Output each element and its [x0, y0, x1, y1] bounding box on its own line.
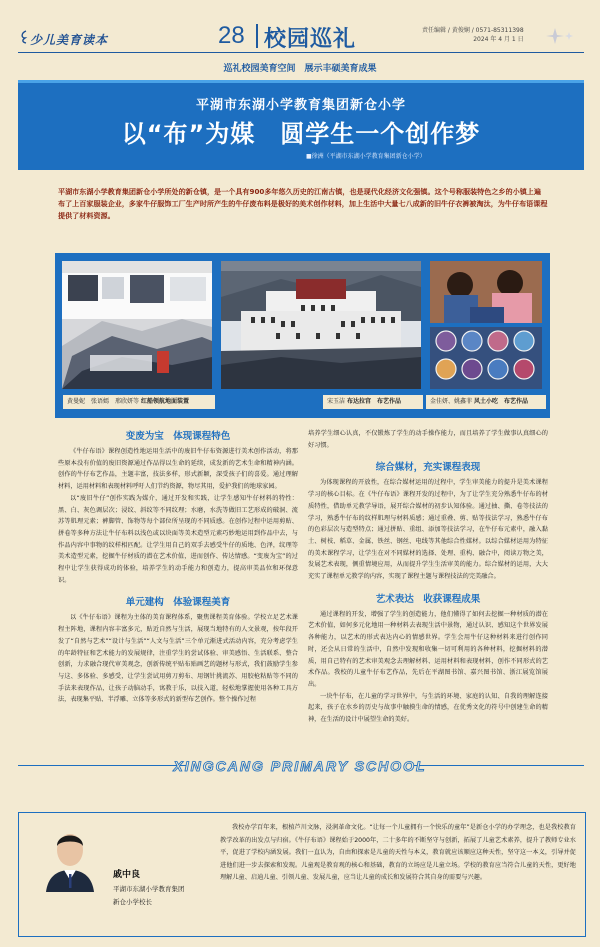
photo-panel	[55, 253, 550, 418]
photo-2-title: 布达拉宫 布艺作品	[346, 398, 401, 405]
photo-2-names: 宋玉洁	[327, 398, 346, 405]
section-2-continuation: 培养学生细心认真，不仅锻炼了学生的动手操作能力，而且培养了学生做事认真细心的好习惯。	[308, 430, 548, 449]
photo-3-names: 金佳妍、姚鑫菲	[430, 398, 473, 405]
page-slogan: 巡礼校园美育空间 展示丰硕美育成果	[223, 64, 377, 74]
section-1-paragraph-2: 以“废旧牛仔”创作实践为媒介，通过开发和实践，让学生感知牛仔材料的特性：黑、白、灰色调层次；浸纹、斜纹等不同纹理；水磨，水洗等做旧工艺形成的破洞、流苏等肌理元素；裤脚管、饰物等每个部位所呈现的不同质感。在创作过程中运用剪贴、拼卷等多种方法让牛仔布料以浅色或以块面等美术造型元素巧妙地运用到作品中去，与作品内容中事物的纹样相匹配。让学生用自己的双手去感受牛仔的质地、色泽，纹理等美术造型元素，挖掘牛仔材质的潜在艺术价值，进而创作、传达情感。“变废为宝”的过程中让学生获得成功的体验，培养学生的动手能力和创造力，提高审美品位和环保意识。	[58, 494, 298, 584]
issue-date: 2024 年 4 月 1 日	[473, 36, 524, 43]
byline: ■徐洲（平湖市东湖小学教育集团新仓小学）	[306, 153, 426, 160]
principal-name: 戚中良	[113, 870, 141, 880]
photo-potala-palace	[221, 261, 421, 389]
principal-role-line-1: 平湖市东湖小学教育集团	[113, 885, 185, 893]
brand-swirl-icon	[20, 30, 28, 44]
photo-1-names: 黄曼妮 张语嫣 邢欣妍等	[67, 398, 140, 405]
section-4-heading: 艺术表达 收获课程成果	[375, 593, 481, 605]
photo-1-caption	[63, 395, 215, 409]
section-3-paragraph-1: 为体现课程的开放性，在综合媒材运用的过程中，学生审美能力的提升是美术课程学习的核心目标。在《牛仔布语》课程开发的过程中，为了让学生充分熟悉牛仔布的材质特性，借助单元教学导语，展开综合媒材的初步认知体验。通过抽、撕、卷等技法的学习，熟悉牛仔布的纹样肌理与材料质感；通过重叠、剪、贴等技法学习，熟悉牛仔布的色彩层次与造型特点；通过拼贴、重组、添加等技法学习，在牛仔布元素中，融入黏土、树枝、稻草、金属、铁丝、钢丝、电线等其他综合性媒材。以综合媒材运用为特征的美术课程学习，让学生在对不同媒材的选择、处理、重构、融合中，阅读万物之美，发展艺术表现，侧重情境应用，从而提升学生生活审美的能力。综合媒材的运用，大大充实了课程单元教学的内容，实现了课程主题与课程技法的完美融合。	[308, 479, 548, 581]
title-banner	[18, 80, 584, 170]
section-2-heading: 单元建构 体验课程美育	[125, 597, 231, 609]
headline: 以“布”为媒 圆学生一个创作梦	[121, 120, 481, 148]
section-4-paragraph-1: 通过课程的开发，增强了学生的创造能力，他们懂得了如何去挖掘一种材质的潜在艺术价值，如何多元化地用一种材料去表现生活中景物，通过认识、感知这个世界发展各种能力，以艺术的形式表达内心的情感世界。学生会用牛仔这种材料来进行创作同时，还会从日常的生活中，自然中发现和收集一切可利用的各种材料，挖掘材料的潜质，用自己特有的艺术审美观念去理解材料、运用材料和表现材料，创作不同形式的艺术作品。我校的儿童牛仔布艺作品，先后在平湖图书馆、嘉兴图书馆、浙江展览馆展出。	[308, 610, 548, 688]
brand-logo: 少儿美育读本	[30, 33, 109, 47]
header-divider	[256, 24, 258, 48]
sparkle-icon	[545, 26, 575, 46]
photo-red-boat-installation	[62, 261, 212, 389]
section-4-paragraph-2: 一块牛仔布，在儿童的学习世界中，与生活的环境、家庭的认知、自我的理解连接起来，孩子在水乡的历史与故事中触摸生命的情感，在优秀文化的符号中创建生命的精神，在生活的设计中展望生命的美好。	[308, 692, 548, 724]
school-name: 平湖市东湖小学教育集团新仓小学	[195, 98, 406, 113]
page-number: 28	[218, 22, 245, 49]
left-column	[58, 428, 298, 706]
photo-2-caption	[323, 395, 423, 409]
principal-role	[113, 883, 185, 909]
photo-local-snacks	[430, 327, 542, 389]
photo-3-title: 风土小吃 布艺作品	[473, 398, 528, 405]
principal-role-line-2: 新仓小学校长	[113, 898, 152, 906]
photo-1-title: 红船领航地面装置	[140, 398, 189, 405]
section-2-paragraph-1: 以《牛仔布语》课程为主体的美育课程体系，聚焦课程美育体验。学校立足艺术课程主阵地，课程内容丰富多元，贴近自然与生活，展现当地特有的人文景观，按年段开发了“自然与艺术”“设计与生活”“人文与生活”三个单元渐进式活动内容，充分考虑学生的年龄特征和艺术能力的发展规律，注重学生的尝试体验、审美感悟、生活联系、整合创新，力求融合现代审美观念，创新传统平贴布贴画艺的题材与形式，我们鼓励学生参与这、多体验、多感受，让学生尝试用剪刀剪布、用钢针挑流苏、用胶枪粘贴等不同的手法来表现作品，让孩子动脑动手，寓教于乐，以技入道，轻松地掌握使用各种工具方法，表现集平贴、半浮雕、立体等多形式的新型布艺创作。整个操作过程	[58, 614, 298, 704]
photo-students-working	[430, 261, 542, 323]
photo-3-caption	[426, 395, 546, 409]
header-rule	[18, 52, 584, 53]
school-english-banner: XINGCANG PRIMARY SCHOOL	[173, 758, 427, 774]
students-illustration	[430, 261, 542, 323]
potala-illustration	[221, 261, 421, 389]
right-column	[308, 428, 548, 726]
section-1-paragraph-1: 《牛仔布语》课程创造性地运用生活中的废旧牛仔布资源进行美术创作活动，将那些原本没有价值的废旧资源通过作品得以生命的延续，成发新的艺术生命和精神内涵。创作的牛仔布艺作品，主题丰富，技法多样，形式新颖，深受孩子们的喜爱。通过理解材料，运用材料和表现材料呼吁人们节约资源，物尽其用，爱护我们的地球家园。	[58, 448, 298, 491]
intro-paragraph: 平湖市东湖小学教育集团新仓小学所处的新仓镇，是一个具有900多年悠久历史的江南古镇，也是现代化经济文化强镇。这个号称服装特色之乡的小镇上遍布了上百家服装企业，多家牛仔服饰工厂生产时所产生的牛仔废布料是极好的美术创作材料，加上生活中大量七八成新的旧牛仔衣裤被淘汰，为牛仔布语课程提供了材料资源。	[58, 187, 548, 220]
principal-avatar	[40, 820, 100, 892]
section-1-heading: 变废为宝 体现课程特色	[125, 431, 231, 442]
editor-info	[422, 26, 524, 44]
principal-portrait	[40, 820, 100, 892]
installation-illustration	[62, 261, 212, 389]
snacks-illustration	[430, 327, 542, 389]
banner-strip	[18, 80, 584, 83]
principal-statement: 我校办学百年来，根植芦川文脉，浸润革命文化。“让每一个儿童拥有一个快乐的童年”是新仓小学的办学理念，也是我校教育教学改革的出发点与归宿。《牛仔布语》课程始于2000年，二十多年的不断坚守与创新，拓展了儿童艺术素养，提升了教师专业水平，促进了学校内涵发展。我们一直认为，自由和探索是儿童的天性与本义，教育就应该顺应这种天性，坚守这一本义，引导并促进他们进一步去探索和发现。儿童观是教育观的核心和基础，教育的立场应是儿童立场。学校的教育应当符合儿童的天性，更好地理解儿童、启迪儿童、引领儿童、发展儿童，应当让儿童的成长和发展符合其自身的需要与兴趣。	[220, 824, 576, 881]
section-3-heading: 综合媒材，充实课程表现	[375, 462, 481, 474]
editor-line: 责任编辑 / 黄俊娴 / 0571-85311398	[422, 27, 524, 34]
section-title: 校园巡礼	[264, 27, 357, 52]
